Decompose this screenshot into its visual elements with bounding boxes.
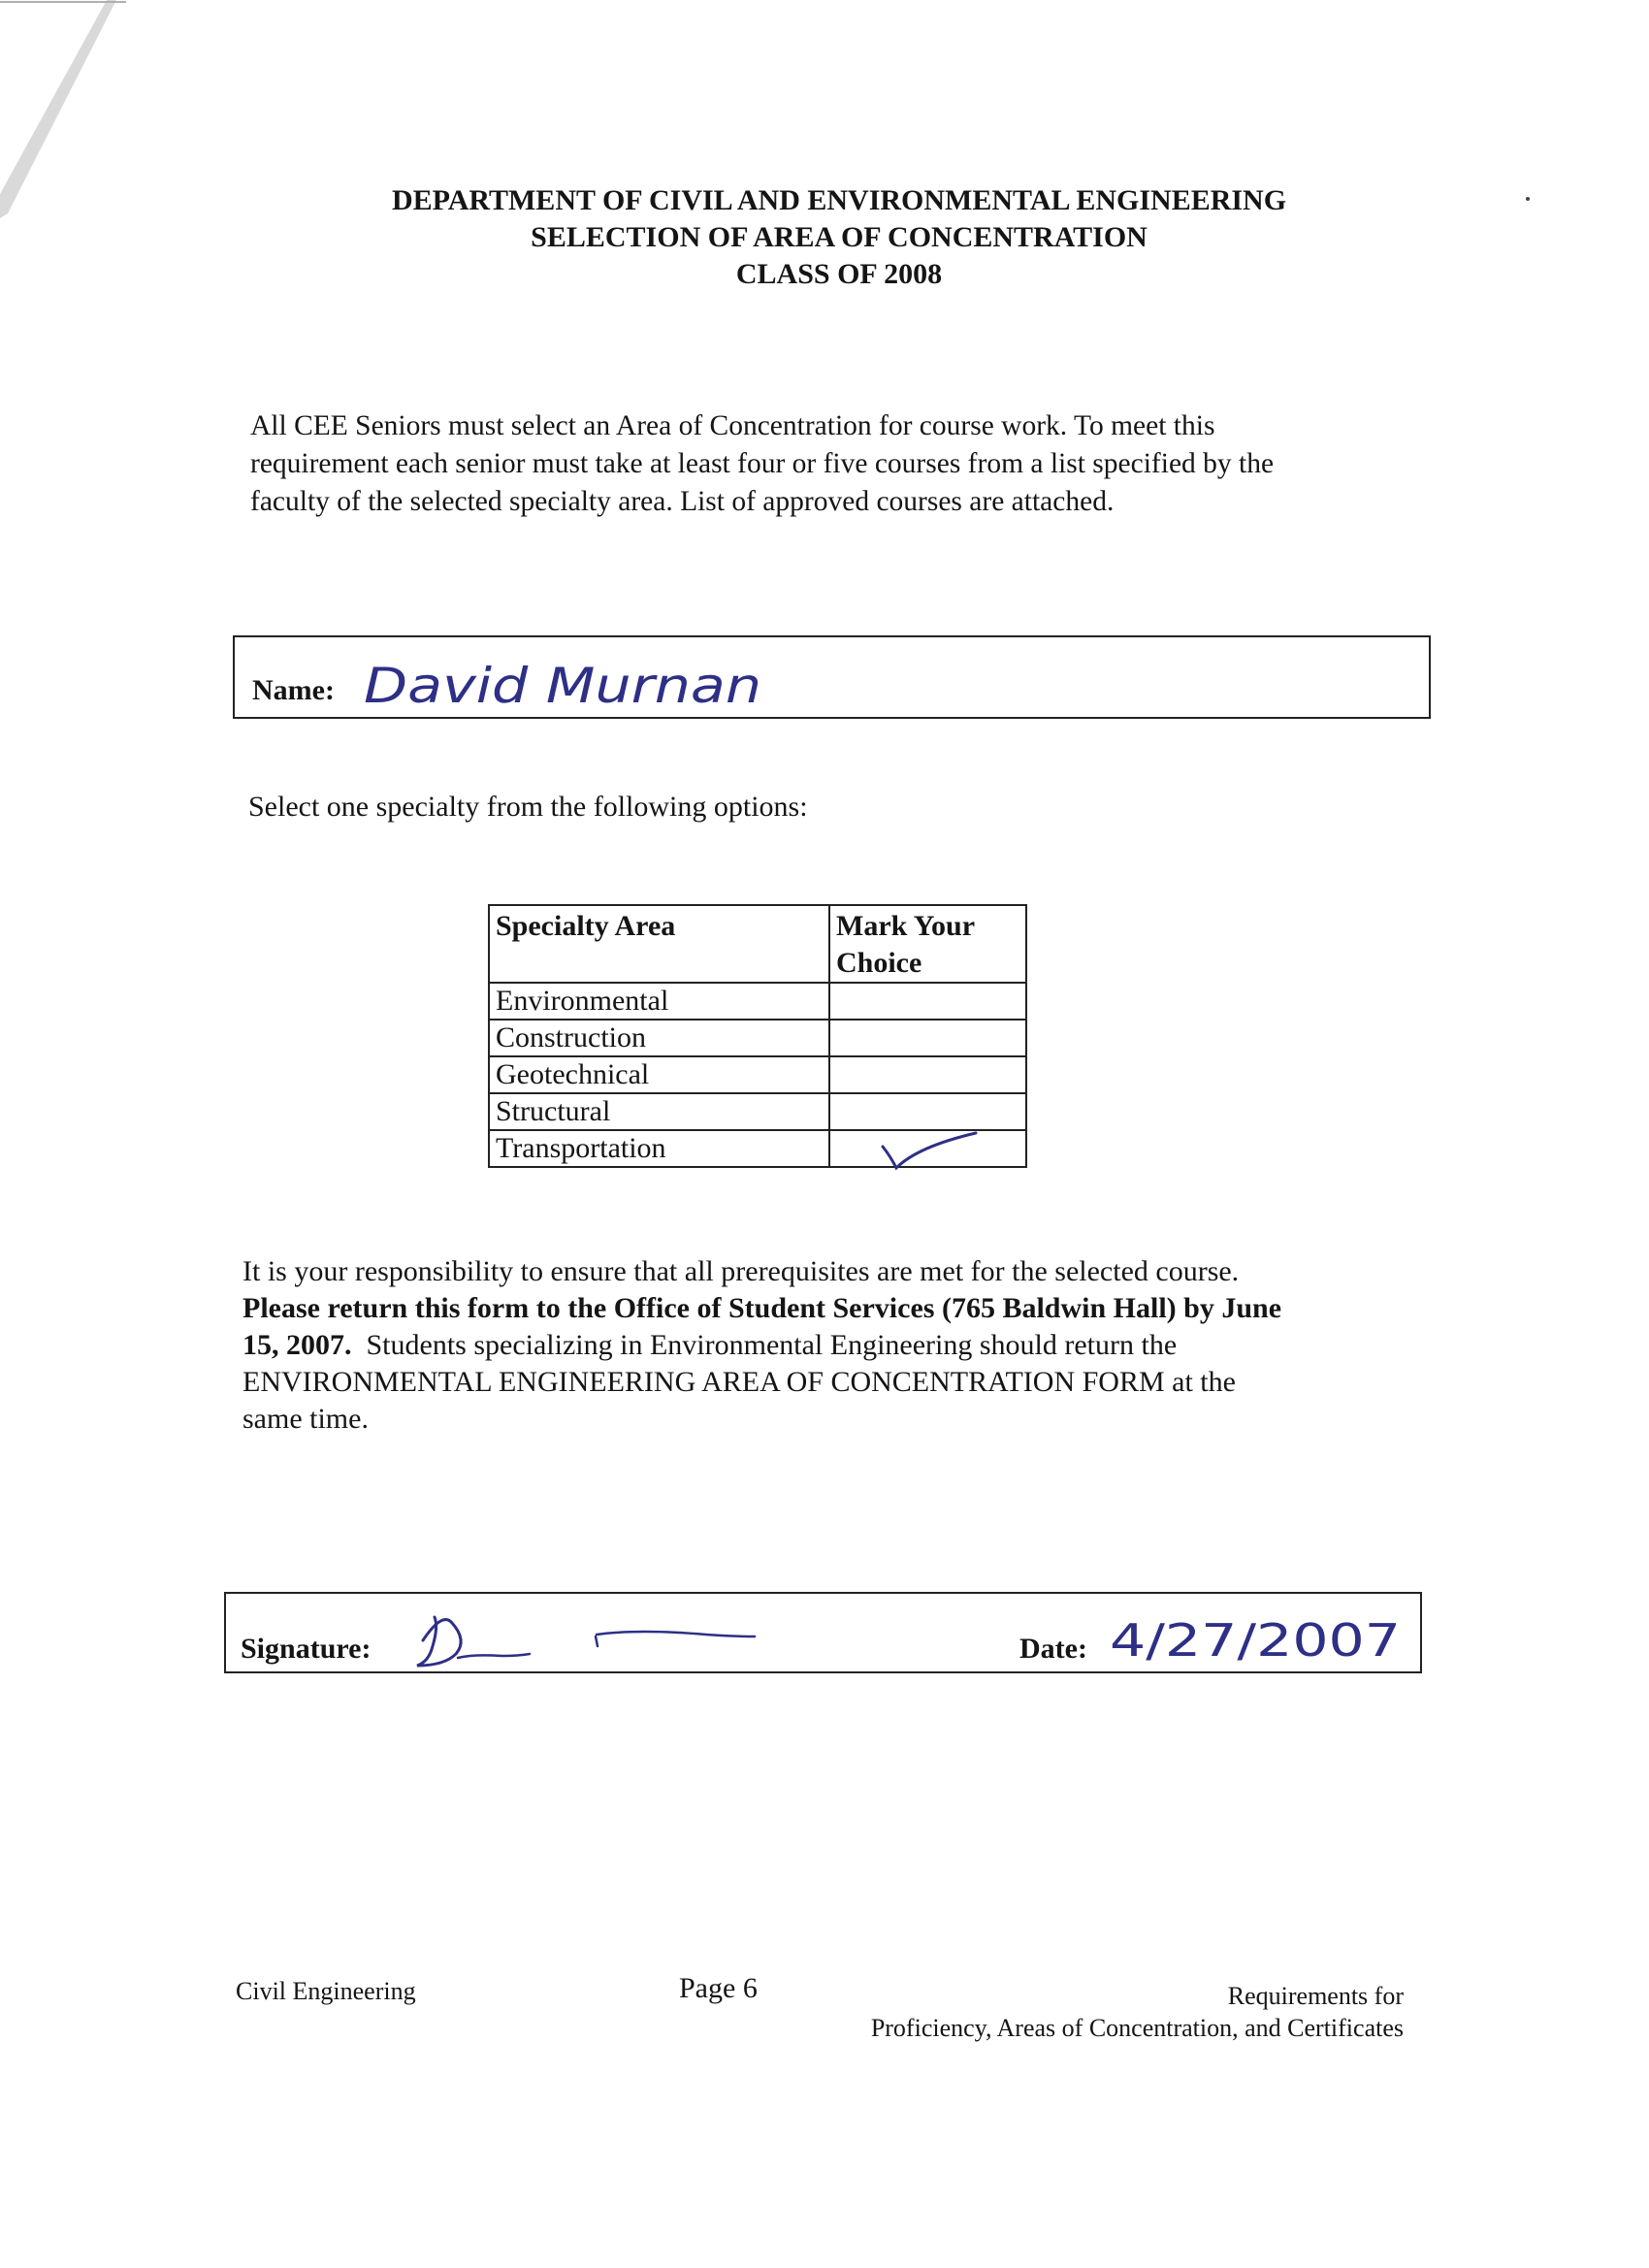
handwritten-date <box>1104 1598 1414 1673</box>
intro-paragraph <box>250 407 1429 521</box>
name-label: Name: <box>252 674 335 706</box>
table-row <box>489 1130 1026 1167</box>
responsibility-line <box>242 1327 1455 1364</box>
return-deadline: 15, 2007. <box>242 1329 352 1361</box>
intro-line: All CEE Seniors must select an Area of Concentration for course work. To meet this <box>250 410 1215 441</box>
speck <box>1526 197 1530 201</box>
table-row <box>489 983 1026 1020</box>
responsibility-paragraph <box>242 1253 1455 1438</box>
intro-line: requirement each senior must take at least four or five courses from a list specified by the <box>250 448 1275 479</box>
table-row <box>489 1020 1026 1056</box>
footer-document-title <box>871 1980 1404 2044</box>
table-header-row <box>489 905 1026 983</box>
heading-line-3: CLASS OF 2008 <box>735 258 943 290</box>
specialty-construction: Construction <box>489 1020 829 1056</box>
choice-cell-construction[interactable] <box>829 1020 1026 1056</box>
handwritten-signature <box>405 1598 813 1673</box>
choice-cell-transportation[interactable] <box>829 1130 1026 1167</box>
footer-page-number: Page 6 <box>679 1972 758 2004</box>
select-instruction: Select one specialty from the following options: <box>248 791 808 823</box>
header-mark-choice: Mark Your Choice <box>829 905 1026 983</box>
specialty-table <box>488 904 1027 1168</box>
responsibility-line: It is your responsibility to ensure that all prerequisites are met for the selected course. <box>242 1255 1240 1287</box>
footer-title-line: Requirements for <box>1227 1982 1404 2010</box>
intro-line: faculty of the selected specialty area. List of approved courses are attached. <box>250 486 1115 517</box>
specialty-structural: Structural <box>489 1093 829 1130</box>
footer-department: Civil Engineering <box>236 1977 416 2005</box>
handwritten-name <box>356 642 783 720</box>
name-field[interactable] <box>233 635 1431 719</box>
choice-cell-geotechnical[interactable] <box>829 1056 1026 1093</box>
form-heading <box>242 182 1436 293</box>
heading-line-1: DEPARTMENT OF CIVIL AND ENVIRONMENTAL ENGINEERING <box>391 184 1287 216</box>
responsibility-line: same time. <box>242 1403 369 1435</box>
footer-title-line: Proficiency, Areas of Concentration, and Certificates <box>870 2014 1404 2042</box>
responsibility-line: ENVIRONMENTAL ENGINEERING AREA OF CONCENTRATION FORM at the <box>242 1366 1236 1398</box>
signature-label: Signature: <box>241 1633 372 1665</box>
choice-cell-environmental[interactable] <box>829 983 1026 1020</box>
table-row <box>489 1056 1026 1093</box>
checkmark-icon <box>879 1119 986 1178</box>
responsibility-text: Students specializing in Environmental Engineering should return the <box>351 1329 1178 1361</box>
specialty-transportation: Transportation <box>489 1130 829 1167</box>
return-instruction: Please return this form to the Office of Student Services (765 Baldwin Hall) by June <box>242 1292 1282 1324</box>
date-label: Date: <box>1019 1633 1087 1665</box>
folded-corner <box>0 0 126 223</box>
specialty-geotechnical: Geotechnical <box>489 1056 829 1093</box>
header-specialty-area: Specialty Area <box>489 905 829 983</box>
specialty-environmental: Environmental <box>489 983 829 1020</box>
svg-text:4/27/2007: 4/27/2007 <box>1110 1614 1401 1667</box>
svg-text:David Murnan: David Murnan <box>364 658 761 714</box>
signature-field[interactable] <box>224 1592 1422 1673</box>
heading-line-2: SELECTION OF AREA OF CONCENTRATION <box>531 221 1148 253</box>
